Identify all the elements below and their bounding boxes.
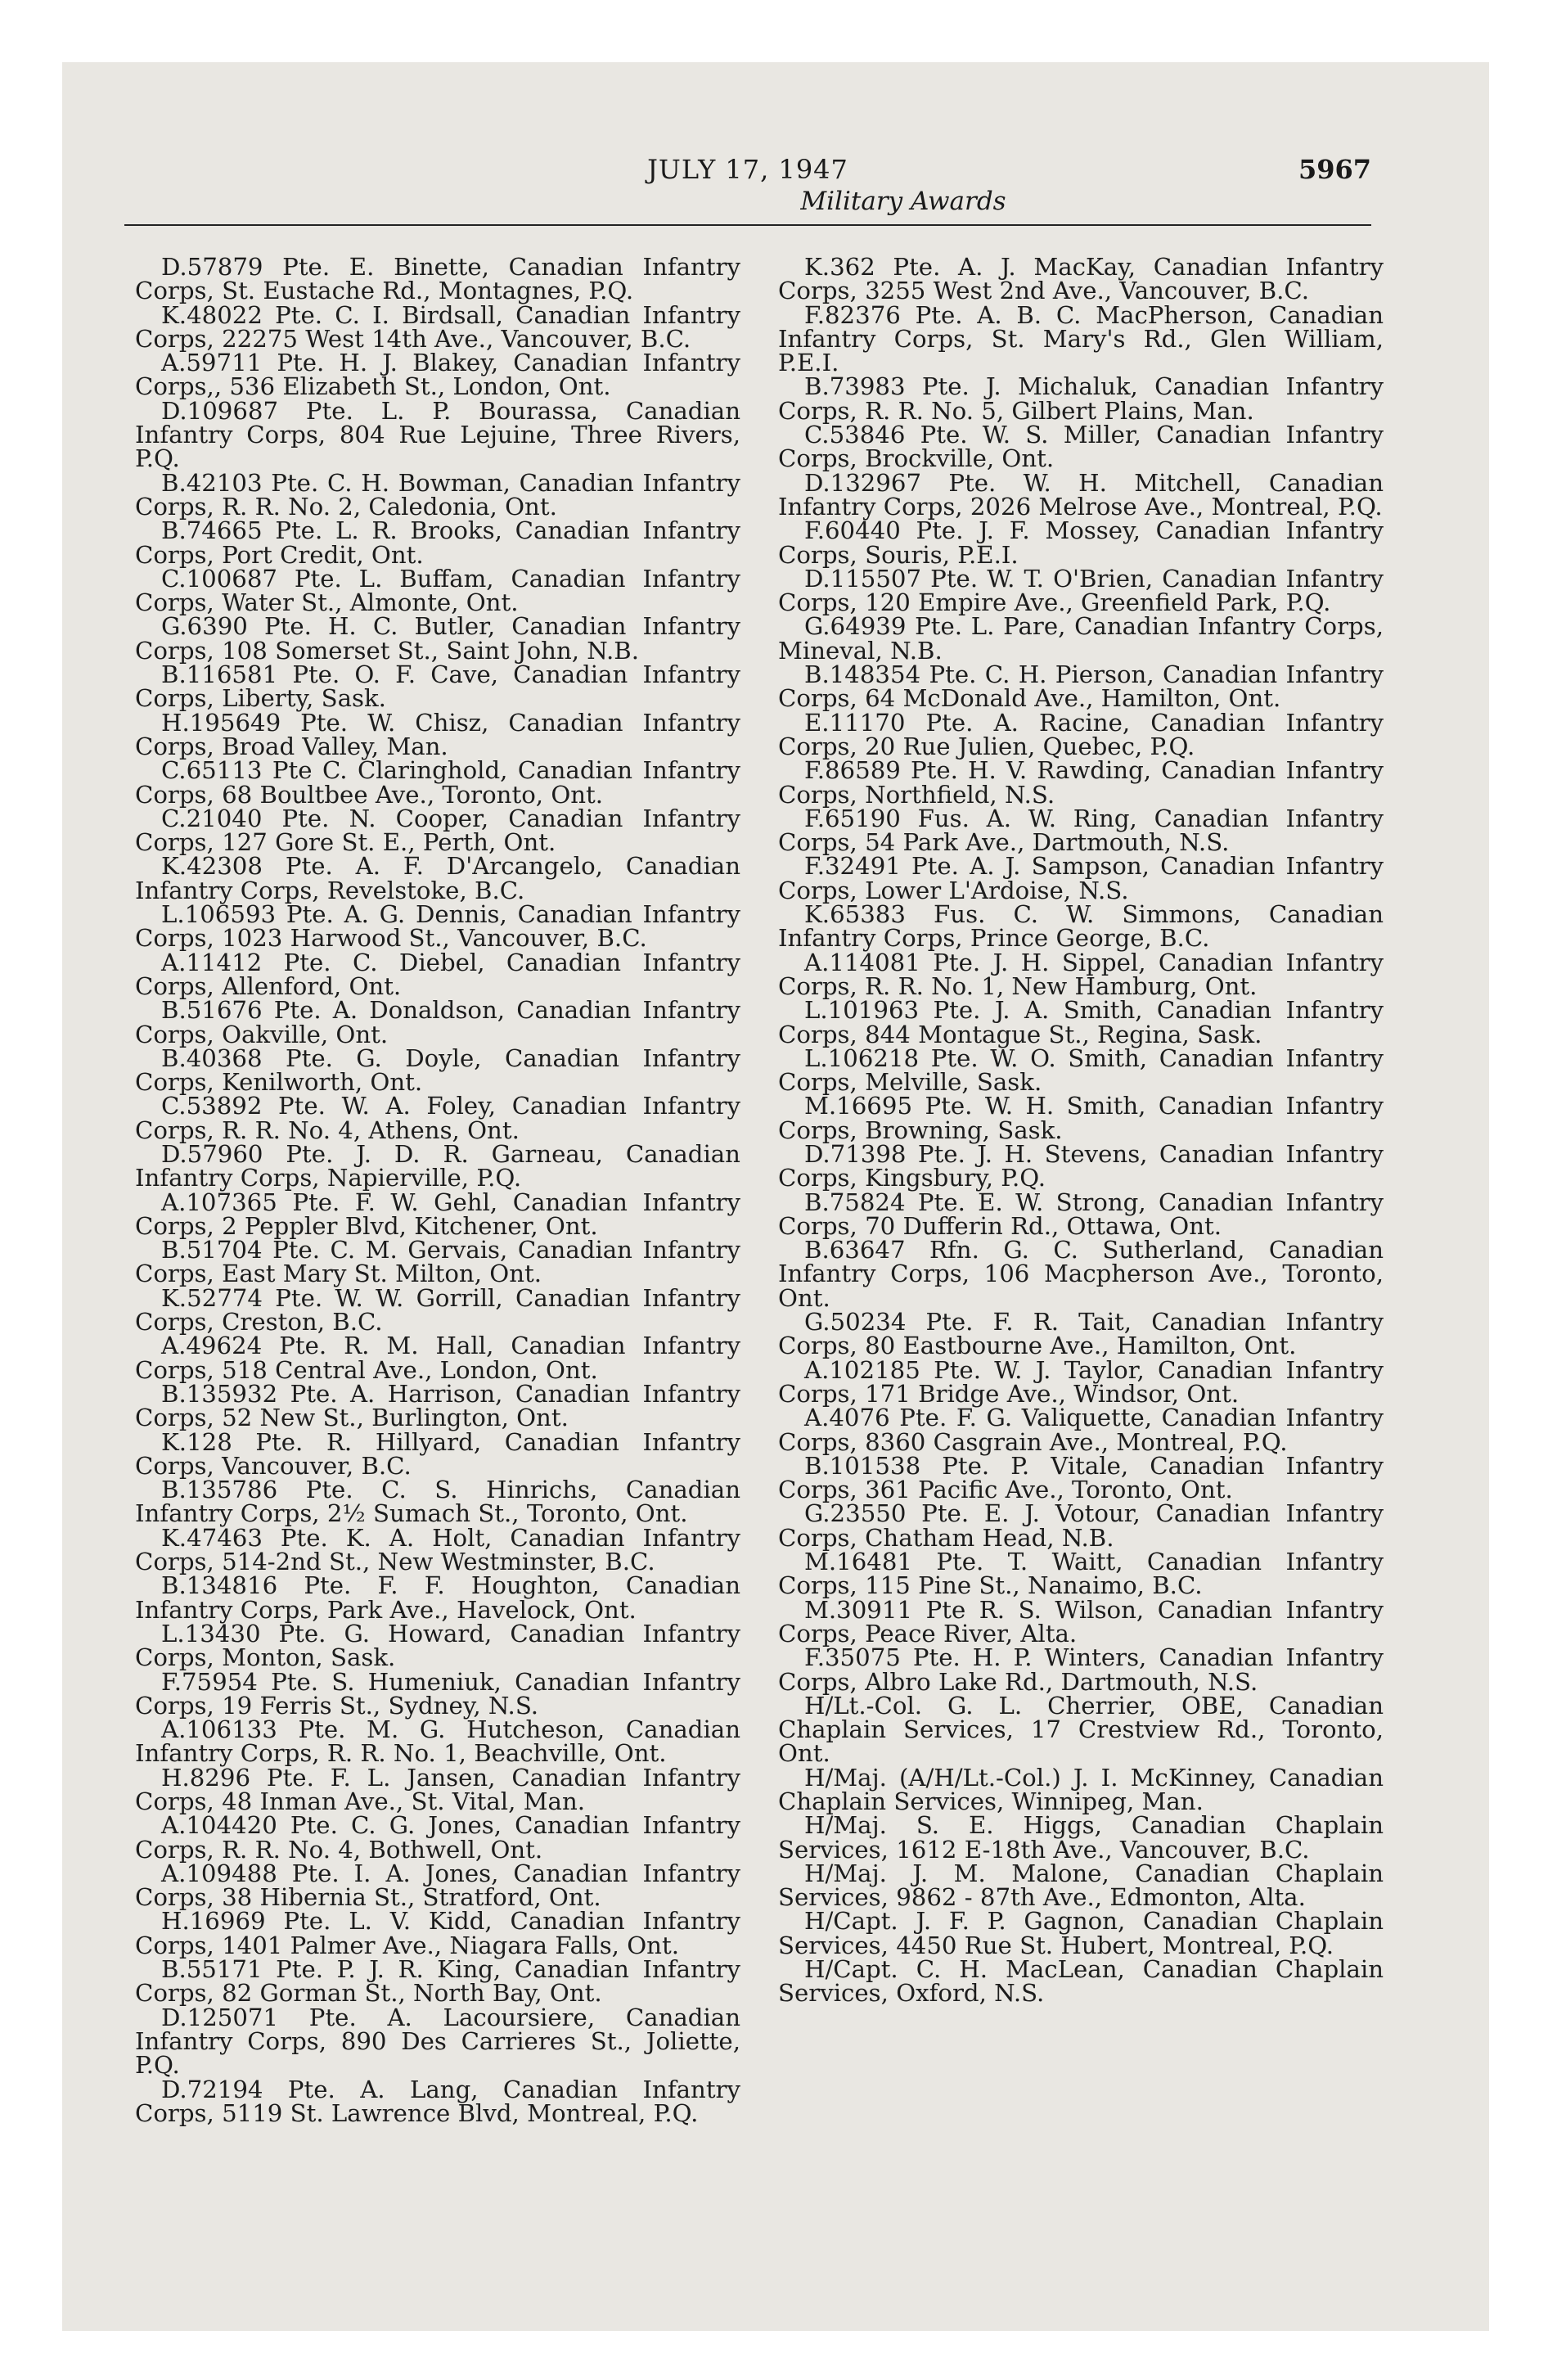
award-entry: A.109488 Pte. I. A. Jones, Canadian Infantry Corps, 38 Hibernia St., Stratford, Ont. xyxy=(135,1859,740,1912)
award-entry: B.42103 Pte. C. H. Bowman, Canadian Infantry Corps, R. R. No. 2, Caledonia, Ont. xyxy=(135,468,740,521)
award-entry: B.74665 Pte. L. R. Brooks, Canadian Infantry Corps, Port Credit, Ont. xyxy=(135,516,740,569)
award-entry: F.82376 Pte. A. B. C. MacPherson, Canadian Infantry Corps, St. Mary's Rd., Glen William, P.E.I. xyxy=(778,300,1384,377)
page-header xyxy=(124,154,1371,219)
award-entry: A.114081 Pte. J. H. Sippel, Canadian Infantry Corps, R. R. No. 1, New Hamburg, Ont. xyxy=(778,948,1384,1000)
left-column xyxy=(135,255,740,2125)
award-entry: L.101963 Pte. J. A. Smith, Canadian Infantry Corps, 844 Montague St., Regina, Sask. xyxy=(778,996,1384,1048)
award-entry: D.57960 Pte. J. D. R. Garneau, Canadian Infantry Corps, Napierville, P.Q. xyxy=(135,1139,740,1192)
award-entry: K.42308 Pte. A. F. D'Arcangelo, Canadian Infantry Corps, Revelstoke, B.C. xyxy=(135,852,740,904)
award-entry: M.16695 Pte. W. H. Smith, Canadian Infantry Corps, Browning, Sask. xyxy=(778,1092,1384,1144)
award-entry: K.52774 Pte. W. W. Gorrill, Canadian Infantry Corps, Creston, B.C. xyxy=(135,1283,740,1336)
header-date: JULY 17, 1947 xyxy=(647,154,848,185)
award-entry: A.4076 Pte. F. G. Valiquette, Canadian Infantry Corps, 8360 Casgrain Ave., Montreal, P.Q. xyxy=(778,1404,1384,1456)
award-entry: H.8296 Pte. F. L. Jansen, Canadian Infantry Corps, 48 Inman Ave., St. Vital, Man. xyxy=(135,1763,740,1815)
award-entry: A.102185 Pte. W. J. Taylor, Canadian Infantry Corps, 171 Bridge Ave., Windsor, Ont. xyxy=(778,1355,1384,1408)
award-entry: H/Maj. (A/H/Lt.-Col.) J. I. McKinney, Canadian Chaplain Services, Winnipeg, Man. xyxy=(778,1763,1384,1815)
award-entry: D.109687 Pte. L. P. Bourassa, Canadian Infantry Corps, 804 Rue Lejuine, Three Rivers, P.Q. xyxy=(135,396,740,473)
award-entry: D.125071 Pte. A. Lacoursiere, Canadian Infantry Corps, 890 Des Carrieres St., Joliette, P.Q. xyxy=(135,2003,740,2080)
award-entry: A.11412 Pte. C. Diebel, Canadian Infantry Corps, Allenford, Ont. xyxy=(135,948,740,1000)
award-entry: F.60440 Pte. J. F. Mossey, Canadian Infantry Corps, Souris, P.E.I. xyxy=(778,516,1384,569)
award-entry: B.63647 Rfn. G. C. Sutherland, Canadian Infantry Corps, 106 Macpherson Ave., Toronto, Ont. xyxy=(778,1236,1384,1312)
award-entry: H/Maj. S. E. Higgs, Canadian Chaplain Services, 1612 E-18th Ave., Vancouver, B.C. xyxy=(778,1811,1384,1864)
award-entry: D.132967 Pte. W. H. Mitchell, Canadian Infantry Corps, 2026 Melrose Ave., Montreal, P.Q. xyxy=(778,468,1384,521)
award-entry: D.57879 Pte. E. Binette, Canadian Infantry Corps, St. Eustache Rd., Montagnes, P.Q. xyxy=(135,253,740,305)
award-entry: C.53846 Pte. W. S. Miller, Canadian Infantry Corps, Brockville, Ont. xyxy=(778,421,1384,473)
award-entry: G.50234 Pte. F. R. Tait, Canadian Infantry Corps, 80 Eastbourne Ave., Hamilton, Ont. xyxy=(778,1308,1384,1360)
award-entry: B.73983 Pte. J. Michaluk, Canadian Infantry Corps, R. R. No. 5, Gilbert Plains, Man. xyxy=(778,372,1384,425)
award-entry: F.65190 Fus. A. W. Ring, Canadian Infantry Corps, 54 Park Ave., Dartmouth, N.S. xyxy=(778,804,1384,857)
right-column xyxy=(778,255,1384,2006)
award-entry: G.23550 Pte. E. J. Votour, Canadian Infantry Corps, Chatham Head, N.B. xyxy=(778,1499,1384,1552)
award-entry: H.195649 Pte. W. Chisz, Canadian Infantry Corps, Broad Valley, Man. xyxy=(135,708,740,760)
award-entry: M.16481 Pte. T. Waitt, Canadian Infantry Corps, 115 Pine St., Nanaimo, B.C. xyxy=(778,1548,1384,1600)
award-entry: F.75954 Pte. S. Humeniuk, Canadian Infantry Corps, 19 Ferris St., Sydney, N.S. xyxy=(135,1667,740,1720)
award-entry: F.32491 Pte. A. J. Sampson, Canadian Infantry Corps, Lower L'Ardoise, N.S. xyxy=(778,852,1384,904)
award-entry: L.106218 Pte. W. O. Smith, Canadian Infantry Corps, Melville, Sask. xyxy=(778,1044,1384,1097)
award-entry: A.107365 Pte. F. W. Gehl, Canadian Infantry Corps, 2 Peppler Blvd, Kitchener, Ont. xyxy=(135,1188,740,1240)
award-entry: F.86589 Pte. H. V. Rawding, Canadian Infantry Corps, Northfield, N.S. xyxy=(778,756,1384,809)
award-entry: H/Capt. J. F. P. Gagnon, Canadian Chaplain Services, 4450 Rue St. Hubert, Montreal, P.Q. xyxy=(778,1907,1384,1959)
award-entry: A.106133 Pte. M. G. Hutcheson, Canadian Infantry Corps, R. R. No. 1, Beachville, Ont. xyxy=(135,1715,740,1768)
award-entry: K.48022 Pte. C. I. Birdsall, Canadian Infantry Corps, 22275 West 14th Ave., Vancouver, B.C. xyxy=(135,300,740,353)
award-entry: B.75824 Pte. E. W. Strong, Canadian Infantry Corps, 70 Dufferin Rd., Ottawa, Ont. xyxy=(778,1188,1384,1240)
award-entry: G.6390 Pte. H. C. Butler, Canadian Infantry Corps, 108 Somerset St., Saint John, N.B. xyxy=(135,612,740,665)
award-entry: B.101538 Pte. P. Vitale, Canadian Infantry Corps, 361 Pacific Ave., Toronto, Ont. xyxy=(778,1451,1384,1504)
award-entry: C.53892 Pte. W. A. Foley, Canadian Infantry Corps, R. R. No. 4, Athens, Ont. xyxy=(135,1092,740,1144)
award-entry: D.115507 Pte. W. T. O'Brien, Canadian Infantry Corps, 120 Empire Ave., Greenfield Park, P.Q. xyxy=(778,564,1384,617)
award-entry: B.55171 Pte. P. J. R. King, Canadian Infantry Corps, 82 Gorman St., North Bay, Ont. xyxy=(135,1955,740,2008)
award-entry: B.40368 Pte. G. Doyle, Canadian Infantry Corps, Kenilworth, Ont. xyxy=(135,1044,740,1097)
award-entry: M.30911 Pte R. S. Wilson, Canadian Infantry Corps, Peace River, Alta. xyxy=(778,1595,1384,1648)
award-entry: K.65383 Fus. C. W. Simmons, Canadian Infantry Corps, Prince George, B.C. xyxy=(778,900,1384,953)
award-entry: B.148354 Pte. C. H. Pierson, Canadian Infantry Corps, 64 McDonald Ave., Hamilton, Ont. xyxy=(778,660,1384,713)
award-entry: B.51704 Pte. C. M. Gervais, Canadian Infantry Corps, East Mary St. Milton, Ont. xyxy=(135,1236,740,1288)
award-entry: C.65113 Pte C. Claringhold, Canadian Infantry Corps, 68 Boultbee Ave., Toronto, Ont. xyxy=(135,756,740,809)
award-entry: F.35075 Pte. H. P. Winters, Canadian Infantry Corps, Albro Lake Rd., Dartmouth, N.S. xyxy=(778,1643,1384,1696)
award-entry: L.106593 Pte. A. G. Dennis, Canadian Infantry Corps, 1023 Harwood St., Vancouver, B.C. xyxy=(135,900,740,953)
award-entry: H/Lt.-Col. G. L. Cherrier, OBE, Canadian Chaplain Services, 17 Crestview Rd., Toronto, Ont. xyxy=(778,1691,1384,1768)
award-entry: H.16969 Pte. L. V. Kidd, Canadian Infantry Corps, 1401 Palmer Ave., Niagara Falls, Ont. xyxy=(135,1907,740,1959)
award-entry: D.72194 Pte. A. Lang, Canadian Infantry Corps, 5119 St. Lawrence Blvd, Montreal, P.Q. xyxy=(135,2075,740,2127)
award-entry: B.51676 Pte. A. Donaldson, Canadian Infantry Corps, Oakville, Ont. xyxy=(135,996,740,1048)
award-entry: B.116581 Pte. O. F. Cave, Canadian Infantry Corps, Liberty, Sask. xyxy=(135,660,740,713)
award-entry: K.362 Pte. A. J. MacKay, Canadian Infantry Corps, 3255 West 2nd Ave., Vancouver, B.C. xyxy=(778,253,1384,305)
award-entry: A.59711 Pte. H. J. Blakey, Canadian Infantry Corps,, 536 Elizabeth St., London, Ont. xyxy=(135,349,740,401)
award-entry: G.64939 Pte. L. Pare, Canadian Infantry Corps, Mineval, N.B. xyxy=(778,612,1384,665)
award-entry: H/Maj. J. M. Malone, Canadian Chaplain Services, 9862 - 87th Ave., Edmonton, Alta. xyxy=(778,1859,1384,1912)
award-entry: D.71398 Pte. J. H. Stevens, Canadian Infantry Corps, Kingsbury, P.Q. xyxy=(778,1139,1384,1192)
award-entry: K.47463 Pte. K. A. Holt, Canadian Infantry Corps, 514-2nd St., New Westminster, B.C. xyxy=(135,1523,740,1576)
award-entry: L.13430 Pte. G. Howard, Canadian Infantry Corps, Monton, Sask. xyxy=(135,1619,740,1672)
award-entry: C.100687 Pte. L. Buffam, Canadian Infantry Corps, Water St., Almonte, Ont. xyxy=(135,564,740,617)
award-entry: K.128 Pte. R. Hillyard, Canadian Infantry Corps, Vancouver, B.C. xyxy=(135,1427,740,1480)
award-entry: E.11170 Pte. A. Racine, Canadian Infantry Corps, 20 Rue Julien, Quebec, P.Q. xyxy=(778,708,1384,760)
award-entry: A.104420 Pte. C. G. Jones, Canadian Infantry Corps, R. R. No. 4, Bothwell, Ont. xyxy=(135,1811,740,1864)
award-entry: B.134816 Pte. F. F. Houghton, Canadian Infantry Corps, Park Ave., Havelock, Ont. xyxy=(135,1571,740,1624)
header-rule xyxy=(124,224,1371,226)
award-entry: A.49624 Pte. R. M. Hall, Canadian Infantry Corps, 518 Central Ave., London, Ont. xyxy=(135,1332,740,1384)
award-entry: B.135932 Pte. A. Harrison, Canadian Infantry Corps, 52 New St., Burlington, Ont. xyxy=(135,1379,740,1432)
section-title: Military Awards xyxy=(800,187,1006,216)
award-entry: C.21040 Pte. N. Cooper, Canadian Infantry Corps, 127 Gore St. E., Perth, Ont. xyxy=(135,804,740,857)
award-entry: H/Capt. C. H. MacLean, Canadian Chaplain Services, Oxford, N.S. xyxy=(778,1955,1384,2008)
page-number: 5967 xyxy=(1298,154,1371,185)
award-entry: B.135786 Pte. C. S. Hinrichs, Canadian Infantry Corps, 2½ Sumach St., Toronto, Ont. xyxy=(135,1476,740,1528)
